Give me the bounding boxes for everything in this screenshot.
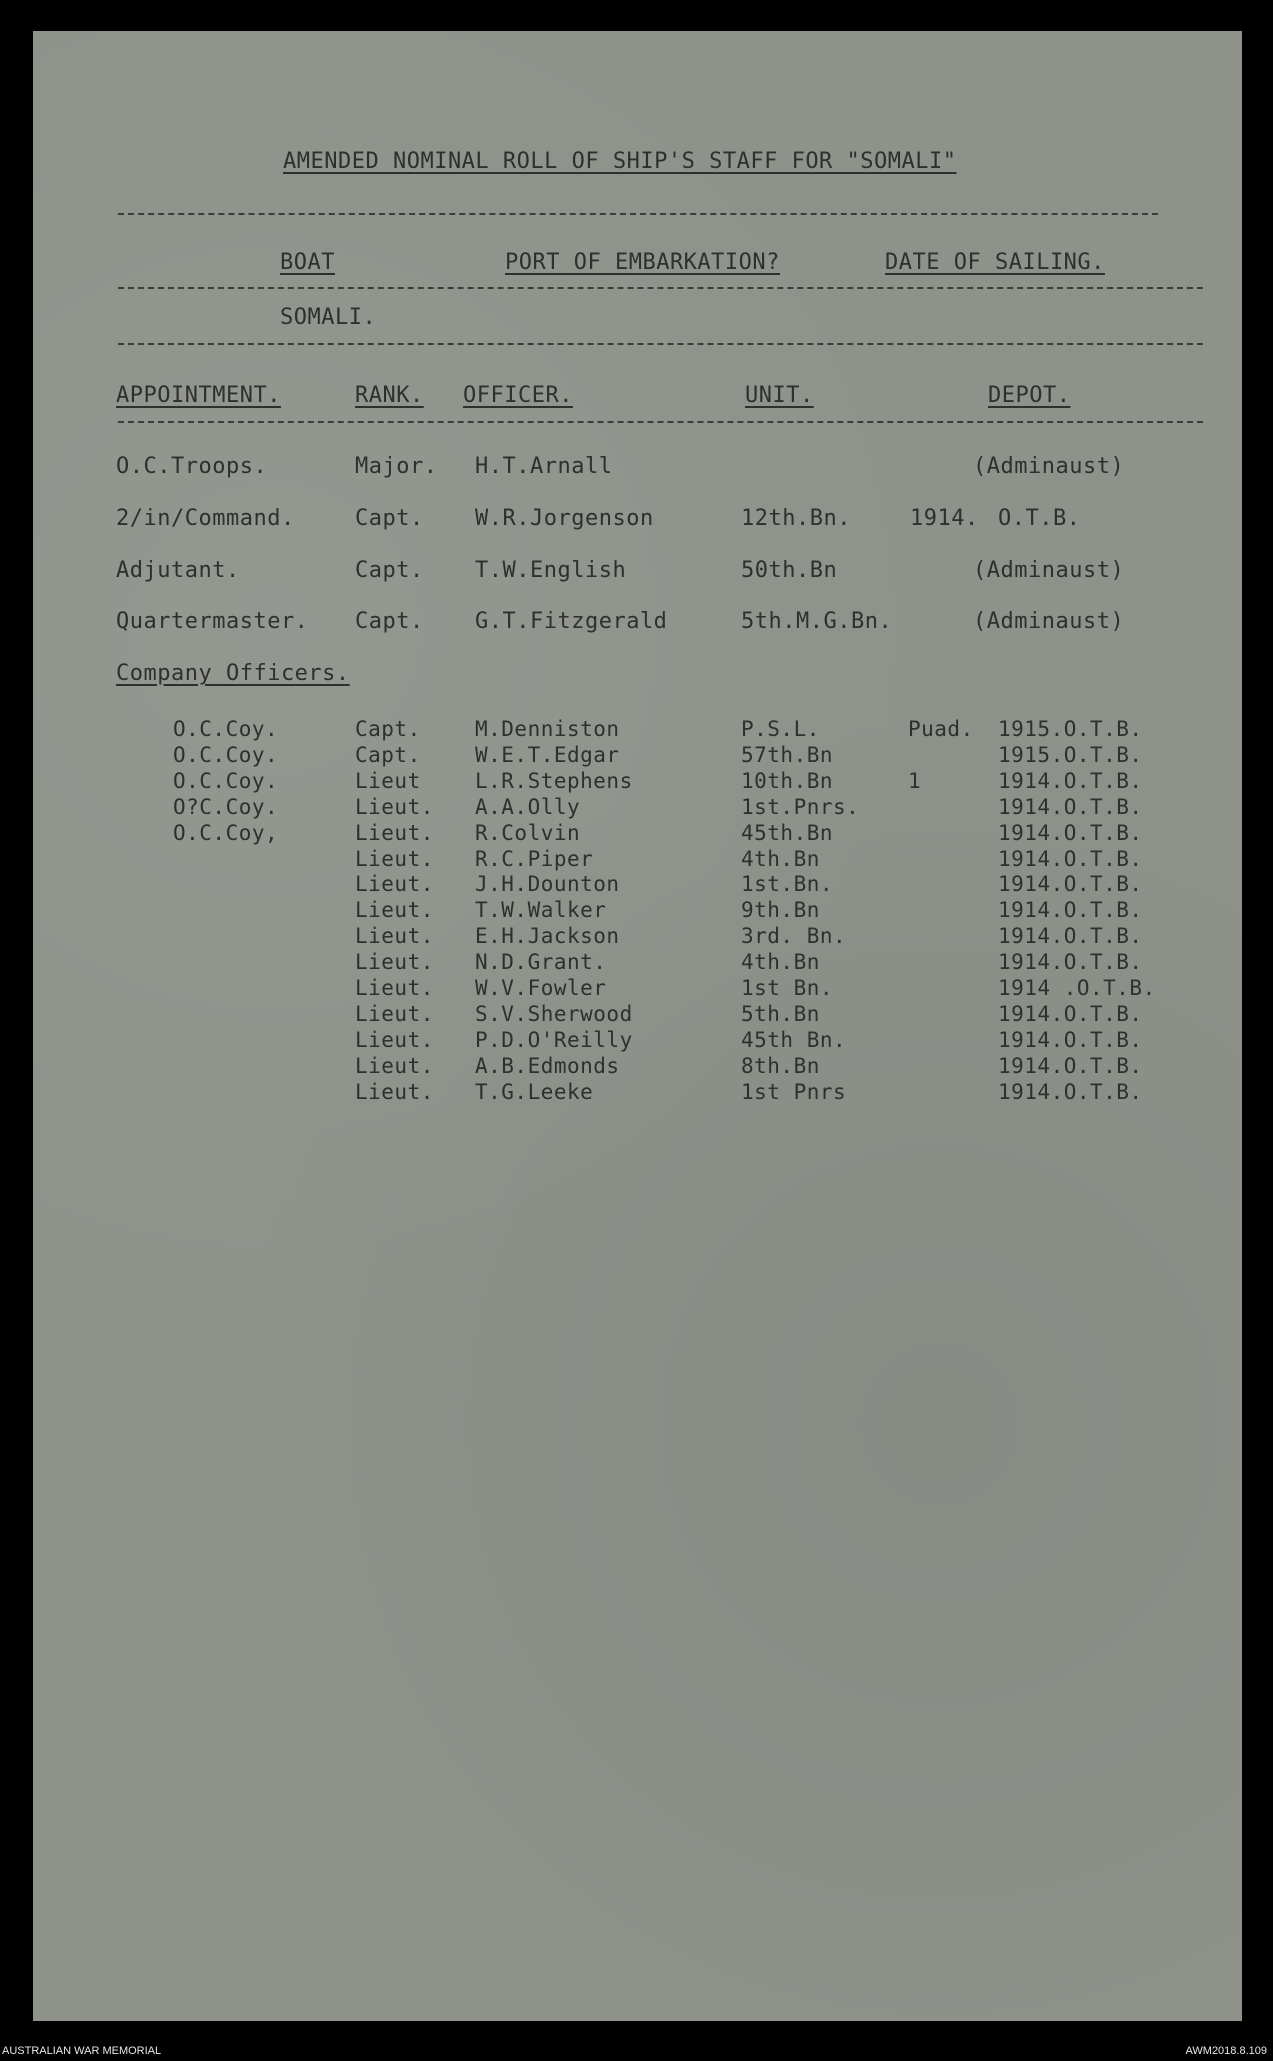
rank: Capt. <box>355 742 421 767</box>
year: 1914. <box>910 506 979 531</box>
depot: 1914.O.T.B. <box>998 846 1143 871</box>
depot: 1914.O.T.B. <box>998 820 1143 845</box>
officer: T.W.English <box>475 558 627 583</box>
appointment: O.C.Coy. <box>173 742 279 767</box>
rank: Capt. <box>355 717 421 741</box>
column-header-appointment: APPOINTMENT. <box>116 383 281 408</box>
unit: 1st Bn. <box>741 976 834 1000</box>
depot: (Adminaust) <box>973 454 1125 479</box>
divider <box>118 287 1203 289</box>
officer: P.D.O'Reilly <box>475 1027 633 1052</box>
unit: 1st.Bn. <box>741 872 834 897</box>
depot: 1914.O.T.B. <box>998 898 1143 923</box>
appointment: 2/in/Command. <box>116 506 295 531</box>
rank: Capt. <box>355 609 424 634</box>
column-header-rank: RANK. <box>355 383 424 408</box>
boat-value: SOMALI. <box>280 305 377 330</box>
unit: P.S.L. <box>741 717 820 741</box>
depot: 1914.O.T.B. <box>998 924 1143 949</box>
rank: Lieut. <box>355 872 434 897</box>
unit: 50th.Bn <box>741 558 838 583</box>
unit: 9th.Bn <box>741 898 820 923</box>
officer: H.T.Arnall <box>475 454 613 479</box>
depot: 1914 .O.T.B. <box>998 976 1156 1000</box>
unit: 4th.Bn <box>741 950 820 975</box>
company-officers-heading: Company Officers. <box>116 661 350 686</box>
officer: W.E.T.Edgar <box>475 742 620 767</box>
officer: R.C.Piper <box>475 846 594 871</box>
depot: 1915.O.T.B. <box>998 742 1143 767</box>
note: 1 <box>908 768 922 793</box>
depot: 1914.O.T.B. <box>998 1079 1143 1104</box>
rank: Capt. <box>355 506 424 531</box>
rank: Lieut. <box>355 924 434 949</box>
officer: N.D.Grant. <box>475 950 607 975</box>
rank: Lieut <box>355 768 421 793</box>
rank: Lieut. <box>355 976 434 1000</box>
unit: 5th.M.G.Bn. <box>741 609 893 634</box>
unit: 45th.Bn <box>741 820 834 845</box>
unit: 10th.Bn <box>741 768 834 793</box>
appointment: Quartermaster. <box>116 609 309 634</box>
appointment: Adjutant. <box>116 558 240 583</box>
officer: J.H.Dounton <box>475 872 620 897</box>
depot: (Adminaust) <box>973 558 1125 583</box>
depot: 1914.O.T.B. <box>998 794 1143 819</box>
depot: 1914.O.T.B. <box>998 872 1143 897</box>
depot: 1914.O.T.B. <box>998 950 1143 975</box>
rank: Major. <box>355 454 438 479</box>
rank: Capt. <box>355 558 424 583</box>
rank: Lieut. <box>355 820 434 845</box>
rank: Lieut. <box>355 1053 434 1078</box>
unit: 57th.Bn <box>741 742 834 767</box>
appointment: O.C.Coy. <box>173 717 279 741</box>
rank: Lieut. <box>355 1079 434 1104</box>
column-header-depot: DEPOT. <box>988 383 1071 408</box>
depot: 1914.O.T.B. <box>998 1001 1143 1026</box>
unit: 4th.Bn <box>741 846 820 871</box>
officer: E.H.Jackson <box>475 924 620 949</box>
officer: S.V.Sherwood <box>475 1001 633 1026</box>
unit: 5th.Bn <box>741 1001 820 1026</box>
column-header-unit: UNIT. <box>745 383 814 408</box>
unit: 1st.Pnrs. <box>741 794 860 819</box>
depot: 1914.O.T.B. <box>998 1027 1143 1052</box>
depot: 1914.O.T.B. <box>998 1053 1143 1078</box>
officer: G.T.Fitzgerald <box>475 609 668 634</box>
officer: M.Denniston <box>475 717 620 741</box>
rank: Lieut. <box>355 794 434 819</box>
appointment: O.C.Troops. <box>116 454 268 479</box>
officer: A.A.Olly <box>475 794 581 819</box>
unit: 8th.Bn <box>741 1053 820 1078</box>
rank: Lieut. <box>355 1027 434 1052</box>
depot: 1914.O.T.B. <box>998 768 1143 793</box>
note: Puad. <box>908 717 974 741</box>
officer: T.G.Leeke <box>475 1079 594 1104</box>
officer: L.R.Stephens <box>475 768 633 793</box>
appointment: O.C.Coy. <box>173 768 279 793</box>
rank: Lieut. <box>355 950 434 975</box>
rank: Lieut. <box>355 1001 434 1026</box>
footer-credit: AUSTRALIAN WAR MEMORIAL <box>2 2045 162 2057</box>
officer: T.W.Walker <box>475 898 607 923</box>
unit: 3rd. Bn. <box>741 924 847 949</box>
footer-id: AWM2018.8.109 <box>1185 2045 1267 2057</box>
rank: Lieut. <box>355 846 434 871</box>
date-label: DATE OF SAILING. <box>885 250 1105 275</box>
appointment: O.C.Coy, <box>173 820 279 845</box>
depot: (Adminaust) <box>973 609 1125 634</box>
unit: 45th Bn. <box>741 1027 847 1052</box>
officer: R.Colvin <box>475 820 581 845</box>
divider <box>118 343 1203 345</box>
depot: O.T.B. <box>998 506 1081 531</box>
officer: W.V.Fowler <box>475 976 607 1000</box>
document-page <box>33 31 1242 2021</box>
officer: W.R.Jorgenson <box>475 506 654 531</box>
appointment: O?C.Coy. <box>173 794 279 819</box>
unit: 12th.Bn. <box>741 506 851 531</box>
document-title: AMENDED NOMINAL ROLL OF SHIP'S STAFF FOR "SOMALI" <box>283 149 957 174</box>
officer: A.B.Edmonds <box>475 1053 620 1078</box>
depot: 1915.O.T.B. <box>998 717 1143 741</box>
divider <box>118 421 1203 423</box>
port-label: PORT OF EMBARKATION? <box>505 250 780 275</box>
rank: Lieut. <box>355 898 434 923</box>
boat-label: BOAT <box>280 250 335 275</box>
column-header-officer: OFFICER. <box>463 383 573 408</box>
divider <box>118 213 1158 215</box>
unit: 1st Pnrs <box>741 1079 847 1104</box>
